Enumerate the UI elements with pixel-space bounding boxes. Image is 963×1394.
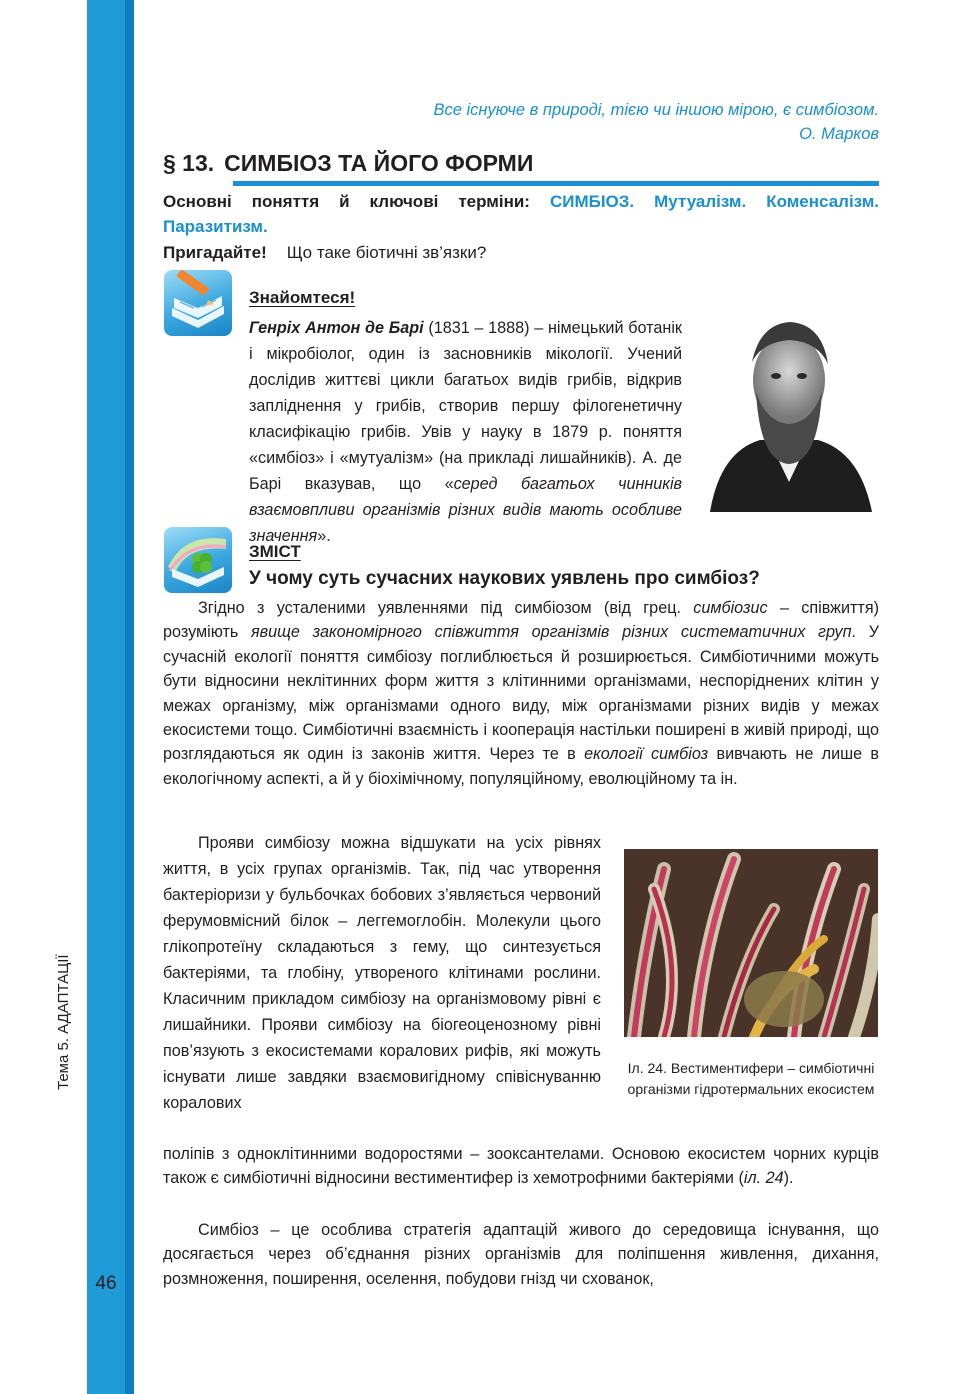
biography-body: (1831 – 1888) – німецький ботанік і мікробіолог, один із засновників мікології. Учений дослідив життєві цикли багатьох видів грибів, відкрив запліднення у грибів, створив першу філогенетичну класифікацію грибів. Увів у науку в 1879 р. поняття «симбіоз» і «мутуалізм» (на прикладі лишайників). А. де Барі вказував, що « — [249, 319, 682, 493]
key-terms — [163, 189, 879, 239]
recall-question: Що таке біотичні зв’язки? — [286, 243, 487, 262]
biography-text — [163, 315, 682, 549]
text-run: – співжиття) розуміють — [163, 599, 879, 642]
figure-caption: Іл. 24. Вестиментифери – симбіотичні організми гідротермальних екосистем — [627, 1060, 875, 1097]
text-run-italic: симбіозис — [693, 599, 768, 617]
epigraph-author: О. Марков — [799, 125, 879, 143]
biography-end: ». — [317, 527, 331, 545]
text-run: вивчають не лише в екологічному аспекті, а й у біохімічному, популяційному, еволюційному та ін. — [163, 745, 879, 788]
portrait-image — [700, 312, 878, 512]
page-number: 46 — [95, 1273, 117, 1294]
clover-book-icon — [164, 527, 232, 593]
text-run: . У сучасній екології поняття симбіозу поглиблюється й розширюється. Симбіотичними можуть бути відносини неклітинних форм життя з клітинними організмами, неспоріднених клітин у межах організму, між організмами одного виду, між організмами різних видів у межах екосистеми тощо. Симбіотичні взаємність і кооперація настільки поширені в живій природі, що розглядаються як один із законів життя. Через те в — [163, 623, 879, 764]
recall — [163, 241, 879, 265]
section-title-text: СИМБІОЗ ТА ЙОГО ФОРМИ — [224, 150, 534, 176]
text-run: ). — [783, 1169, 794, 1188]
text-run-italic: явище закономірного співжиття організмів різних систематичних груп — [251, 623, 852, 642]
text-run-italic: екології симбіоз — [584, 745, 709, 764]
sidebar-stripe — [125, 0, 134, 1394]
paragraph-1 — [163, 596, 879, 791]
recall-label: Пригадайте! — [163, 243, 267, 262]
title-underline — [233, 181, 879, 186]
scientist-name: Генріх Антон де Барі — [249, 319, 424, 337]
text-run: поліпів з одноклітинними водоростями – зооксантелами. Основою екосистем чорних курців також є симбіотичні відносини вестиментифер із хемотрофними бактеріями ( — [163, 1145, 879, 1188]
paragraph-3: Симбіоз – це особлива стратегія адаптацій живого до середовища існування, що досягається через об’єднання різних організмів для поліпшення живлення, дихання, розмноження, поширення, оселення, побудови гнізд чи схованок, — [163, 1221, 879, 1288]
vestimentifera-photo — [624, 849, 878, 1037]
text-run: Згідно з усталеними уявленнями під симбіозом (від грец. — [198, 599, 694, 617]
content-question: У чому суть сучасних наукових уявлень про симбіоз? — [249, 568, 760, 589]
topic-label: Тема 5. АДАПТАЦІЇ — [55, 954, 72, 1090]
key-terms-label: Основні поняття й ключові терміни: — [163, 192, 530, 211]
text-run-italic: іл. 24 — [743, 1169, 784, 1188]
biography-quote: серед багатьох чинників взаємовпливи організмів різних видів мають особливе значення — [249, 475, 682, 545]
section-number: § 13. — [163, 150, 215, 176]
sidebar-band — [87, 0, 125, 1394]
epigraph — [433, 98, 879, 146]
epigraph-quote: Все існуюче в природі, тією чи іншою мірою, є симбіозом. — [433, 101, 879, 119]
section-title — [163, 150, 879, 177]
content-heading: ЗМІСТ — [249, 542, 301, 561]
paragraph-2-continued — [163, 1142, 879, 1191]
meet-heading: Знайомтеся! — [249, 288, 356, 307]
key-terms-items: СИМБІОЗ. Мутуалізм. Коменсалізм. Паразитизм. — [163, 192, 879, 236]
paragraph-2: Прояви симбіозу можна відшукати на усіх рівнях життя, в усіх групах організмів. Так, під час утворення бактеріоризи у бульбочках бобових з’являється червоний ферумовмісний білок – леггемоглобін. Молекули цього глікопротеїну складаються з гему, що синтезується бактеріями, та глобіну, утвореного клітинами рослини. Класичним прикладом симбіозу на організмовому рівні є лишайники. Прояви симбіозу на біогеоценозному рівні пов’язують з екосистемами коралових рифів, які можуть існувати лише завдяки взаємовигідному співіснуванню коралових — [163, 834, 601, 1112]
